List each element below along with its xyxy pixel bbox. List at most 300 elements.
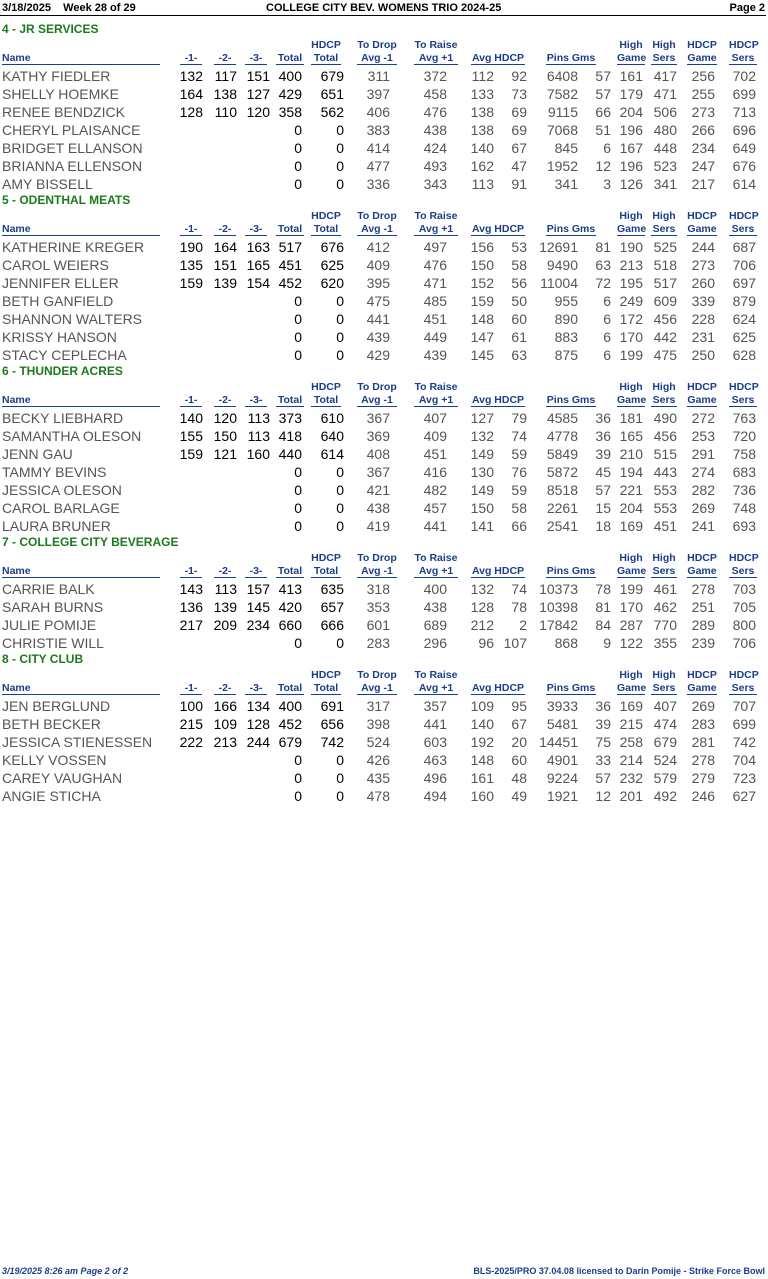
bowler-average: 133 [470, 86, 494, 102]
bowler-total: 358 [278, 104, 302, 120]
bowler-hdcp-total: 657 [320, 599, 344, 615]
bowler-name: BRIDGET ELLANSON [2, 140, 143, 156]
bowler-hdcp-game: 241 [691, 518, 715, 534]
bowler-row [0, 733, 768, 751]
bowler-name: JESSICA OLESON [2, 482, 122, 498]
bowler-total: 413 [278, 581, 302, 597]
bowler-to-raise: 463 [423, 752, 447, 768]
bowler-pins: 1921 [546, 788, 578, 804]
bowler-hdcp-game: 279 [691, 770, 715, 786]
bowler-hdcp-series: 683 [732, 464, 756, 480]
bowler-hdcp-total: 656 [320, 716, 344, 732]
bowler-to-raise: 400 [423, 581, 447, 597]
col-header-to-raise-top: To Raise [414, 669, 458, 681]
bowler-hdcp-game: 231 [691, 329, 715, 345]
bowler-total: 0 [294, 311, 302, 327]
bowler-high-series: 553 [653, 500, 677, 516]
bowler-games: 15 [595, 500, 611, 516]
bowler-hdcp-series: 696 [732, 122, 756, 138]
bowler-game-2: 151 [213, 257, 237, 273]
col-header-high-game: Game [617, 223, 647, 235]
bowler-game-3: 128 [246, 716, 270, 732]
bowler-hdcp-game: 278 [691, 752, 715, 768]
bowler-high-series: 524 [653, 752, 677, 768]
bowler-game-3: 244 [246, 734, 270, 750]
bowler-average: 161 [470, 770, 494, 786]
bowler-total: 0 [294, 329, 302, 345]
bowler-hdcp-series: 693 [732, 518, 756, 534]
col-header-high-sers: Sers [652, 223, 676, 235]
bowler-handicap: 79 [511, 410, 527, 426]
bowler-hdcp-total: 742 [320, 734, 344, 750]
bowler-high-game: 172 [619, 311, 643, 327]
bowler-average: 140 [470, 140, 494, 156]
team-section [0, 364, 768, 535]
bowler-hdcp-game: 282 [691, 482, 715, 498]
bowler-high-game: 201 [619, 788, 643, 804]
col-header-hdcp-total-top: HDCP [311, 381, 341, 393]
col-header-pins-gms: Pins Gms [546, 223, 596, 235]
bowler-name: TAMMY BEVINS [2, 464, 107, 480]
col-header-high-game: Game [617, 394, 647, 406]
col-header-to-drop: Avg -1 [357, 52, 397, 65]
bowler-handicap: 95 [511, 698, 527, 714]
bowler-hdcp-total: 0 [336, 770, 344, 786]
bowler-games: 36 [595, 410, 611, 426]
bowler-handicap: 67 [511, 140, 527, 156]
bowler-game-1: 164 [179, 86, 203, 102]
bowler-hdcp-series: 699 [732, 86, 756, 102]
bowler-hdcp-game: 281 [691, 734, 715, 750]
bowler-total: 0 [294, 500, 302, 516]
bowler-high-game: 161 [619, 68, 643, 84]
bowler-to-drop: 409 [366, 257, 390, 273]
bowler-hdcp-total: 0 [336, 329, 344, 345]
bowler-high-game: 181 [619, 410, 643, 426]
bowler-hdcp-game: 247 [691, 158, 715, 174]
bowler-games: 57 [595, 770, 611, 786]
bowler-game-3: 157 [246, 581, 270, 597]
bowler-hdcp-series: 628 [732, 347, 756, 363]
col-header-high-sers: Sers [652, 682, 676, 694]
bowler-total: 429 [278, 86, 302, 102]
page-number: Page 2 [729, 2, 765, 14]
bowler-hdcp-game: 339 [691, 293, 715, 309]
bowler-name: KATHY FIEDLER [2, 68, 111, 84]
bowler-high-game: 199 [619, 581, 643, 597]
bowler-high-series: 518 [653, 257, 677, 273]
bowler-row [0, 274, 768, 292]
bowler-hdcp-total: 640 [320, 428, 344, 444]
bowler-row [0, 697, 768, 715]
bowler-game-3: 145 [246, 599, 270, 615]
bowler-name: SHANNON WALTERS [2, 311, 143, 327]
col-header-hdcp-sers: Sers [729, 565, 757, 578]
bowler-hdcp-total: 676 [320, 239, 344, 255]
bowler-game-3: 127 [246, 86, 270, 102]
col-header-total: Total [277, 565, 303, 577]
bowler-game-3: 160 [246, 446, 270, 462]
bowler-pins: 875 [554, 347, 578, 363]
col-header-g1: -1- [180, 565, 202, 578]
bowler-to-raise: 439 [423, 347, 447, 363]
team-title: 6 - THUNDER ACRES [2, 364, 123, 378]
bowler-hdcp-total: 666 [320, 617, 344, 633]
bowler-hdcp-game: 256 [691, 68, 715, 84]
bowler-row [0, 238, 768, 256]
bowler-pins: 9490 [546, 257, 578, 273]
col-header-to-raise: Avg +1 [414, 223, 458, 236]
bowler-to-drop: 367 [366, 464, 390, 480]
team-title: 4 - JR SERVICES [2, 22, 99, 36]
bowler-to-drop: 426 [366, 752, 390, 768]
bowler-total: 400 [278, 698, 302, 714]
bowler-game-1: 143 [179, 581, 203, 597]
bowler-handicap: 49 [511, 788, 527, 804]
bowler-high-game: 204 [619, 104, 643, 120]
bowler-total: 0 [294, 122, 302, 138]
header-date-week [2, 2, 136, 14]
bowler-games: 81 [595, 599, 611, 615]
bowler-game-2: 150 [213, 428, 237, 444]
bowler-handicap: 73 [511, 86, 527, 102]
bowler-high-series: 456 [653, 428, 677, 444]
bowler-hdcp-series: 706 [732, 635, 756, 651]
bowler-name: BRIANNA ELLENSON [2, 158, 143, 174]
bowler-hdcp-game: 255 [691, 86, 715, 102]
bowler-average: 113 [471, 176, 494, 192]
bowler-to-drop: 414 [366, 140, 390, 156]
col-header-high-sers-top: High [652, 39, 676, 51]
bowler-hdcp-game: 289 [691, 617, 715, 633]
bowler-pins: 6408 [546, 68, 578, 84]
bowler-row [0, 445, 768, 463]
bowler-games: 63 [595, 257, 611, 273]
bowler-to-drop: 408 [366, 446, 390, 462]
bowler-game-3: 151 [246, 68, 270, 84]
bowler-average: 138 [470, 104, 494, 120]
bowler-hdcp-game: 269 [691, 698, 715, 714]
bowler-games: 6 [603, 329, 611, 345]
bowler-games: 84 [595, 617, 611, 633]
bowler-high-series: 355 [653, 635, 677, 651]
bowler-hdcp-game: 217 [691, 176, 715, 192]
league-title: COLLEGE CITY BEV. WOMENS TRIO 2024-25 [266, 2, 502, 14]
bowler-to-raise: 689 [423, 617, 447, 633]
col-header-high-game: Game [617, 565, 647, 577]
bowler-to-raise: 497 [423, 239, 447, 255]
bowler-to-drop: 367 [366, 410, 390, 426]
bowler-hdcp-series: 705 [732, 599, 756, 615]
bowler-to-raise: 343 [423, 176, 447, 192]
bowler-row [0, 787, 768, 805]
bowler-hdcp-series: 713 [732, 104, 756, 120]
bowler-total: 0 [294, 788, 302, 804]
bowler-high-series: 461 [653, 581, 677, 597]
bowler-handicap: 59 [511, 482, 527, 498]
bowler-to-raise: 458 [423, 86, 447, 102]
bowler-total: 517 [278, 239, 302, 255]
bowler-handicap: 66 [511, 518, 527, 534]
col-header-pins-gms: Pins Gms [546, 682, 596, 694]
col-header-g3: -3- [245, 394, 267, 407]
bowler-high-game: 196 [619, 158, 643, 174]
bowler-to-raise: 482 [423, 482, 447, 498]
bowler-to-drop: 383 [366, 122, 390, 138]
bowler-hdcp-total: 620 [320, 275, 344, 291]
bowler-high-game: 195 [619, 275, 643, 291]
bowler-high-series: 770 [653, 617, 677, 633]
bowler-to-drop: 398 [366, 716, 390, 732]
bowler-total: 0 [294, 464, 302, 480]
bowler-game-1: 132 [179, 68, 203, 84]
bowler-row [0, 310, 768, 328]
bowler-games: 57 [595, 86, 611, 102]
bowler-total: 420 [278, 599, 302, 615]
bowler-name: JEN BERGLUND [2, 698, 111, 714]
bowler-average: 147 [470, 329, 494, 345]
bowler-hdcp-game: 250 [691, 347, 715, 363]
bowler-pins: 5872 [546, 464, 578, 480]
bowler-name: KRISSY HANSON [2, 329, 117, 345]
bowler-hdcp-series: 702 [732, 68, 756, 84]
col-header-hdcp-sers: Sers [729, 394, 757, 407]
col-header-to-drop-top: To Drop [357, 669, 397, 681]
bowler-hdcp-series: 707 [732, 698, 756, 714]
col-header-hdcp-game: Game [687, 394, 717, 406]
column-header-row [0, 550, 768, 580]
bowler-hdcp-total: 651 [320, 86, 344, 102]
col-header-g1: -1- [180, 52, 202, 65]
bowler-average: 148 [470, 752, 494, 768]
bowler-average: 141 [470, 518, 494, 534]
bowler-hdcp-total: 610 [320, 410, 344, 426]
bowler-high-series: 417 [653, 68, 677, 84]
bowler-average: 112 [471, 68, 494, 84]
col-header-total: Total [277, 682, 303, 694]
bowler-game-2: 164 [213, 239, 237, 255]
bowler-game-1: 155 [179, 428, 203, 444]
col-header-to-raise: Avg +1 [414, 682, 458, 695]
bowler-handicap: 61 [511, 329, 527, 345]
column-header-row [0, 667, 768, 697]
bowler-hdcp-total: 0 [336, 176, 344, 192]
bowler-total: 0 [294, 770, 302, 786]
bowler-games: 57 [595, 68, 611, 84]
col-header-high-game-top: High [619, 39, 643, 51]
bowler-to-raise: 493 [423, 158, 447, 174]
bowler-games: 36 [595, 698, 611, 714]
col-header-hdcp-game: Game [687, 223, 717, 235]
bowler-hdcp-series: 706 [732, 257, 756, 273]
bowler-hdcp-total: 0 [336, 500, 344, 516]
bowler-high-game: 210 [619, 446, 643, 462]
col-header-to-raise-top: To Raise [414, 210, 458, 222]
bowler-pins: 4585 [546, 410, 578, 426]
bowler-row [0, 463, 768, 481]
bowler-hdcp-total: 0 [336, 122, 344, 138]
bowler-to-raise: 424 [423, 140, 447, 156]
col-header-avg-hdcp: Avg HDCP [471, 565, 525, 577]
col-header-high-sers-top: High [652, 552, 676, 564]
bowler-to-raise: 476 [423, 257, 447, 273]
bowler-to-raise: 438 [423, 122, 447, 138]
bowler-hdcp-series: 624 [732, 311, 756, 327]
bowler-high-series: 492 [653, 788, 677, 804]
col-header-hdcp-total: Total [311, 565, 341, 578]
bowler-pins: 1952 [546, 158, 578, 174]
column-header-row [0, 37, 768, 67]
bowler-high-series: 448 [653, 140, 677, 156]
bowler-total: 0 [294, 482, 302, 498]
col-header-g2: -2- [214, 52, 236, 65]
bowler-handicap: 74 [511, 428, 527, 444]
bowler-row [0, 481, 768, 499]
bowler-pins: 4901 [546, 752, 578, 768]
col-header-g2: -2- [214, 394, 236, 407]
bowler-to-drop: 353 [366, 599, 390, 615]
col-header-to-raise-top: To Raise [414, 381, 458, 393]
bowler-game-1: 136 [179, 599, 203, 615]
bowler-to-drop: 601 [366, 617, 390, 633]
bowler-high-series: 523 [653, 158, 677, 174]
bowler-hdcp-total: 0 [336, 752, 344, 768]
bowler-hdcp-game: 291 [691, 446, 715, 462]
bowler-handicap: 48 [511, 770, 527, 786]
bowler-to-raise: 449 [423, 329, 447, 345]
bowler-hdcp-game: 239 [691, 635, 715, 651]
bowler-game-2: 110 [214, 104, 237, 120]
col-header-total: Total [277, 394, 303, 406]
bowler-games: 6 [603, 293, 611, 309]
bowler-row [0, 616, 768, 634]
bowler-to-raise: 485 [423, 293, 447, 309]
bowler-pins: 2261 [546, 500, 578, 516]
col-header-name: Name [2, 565, 160, 578]
bowler-game-2: 120 [213, 410, 237, 426]
bowler-row [0, 256, 768, 274]
col-header-hdcp-total-top: HDCP [311, 210, 341, 222]
bowler-name: JENNIFER ELLER [2, 275, 119, 291]
bowler-high-game: 194 [619, 464, 643, 480]
bowler-hdcp-total: 0 [336, 788, 344, 804]
bowler-high-game: 190 [619, 239, 643, 255]
bowler-games: 51 [595, 122, 611, 138]
bowler-total: 452 [278, 275, 302, 291]
bowler-to-drop: 369 [366, 428, 390, 444]
team-title: 5 - ODENTHAL MEATS [2, 193, 131, 207]
col-header-hdcp-total-top: HDCP [311, 39, 341, 51]
bowler-average: 148 [470, 311, 494, 327]
bowler-high-series: 407 [653, 698, 677, 714]
column-header-row [0, 379, 768, 409]
bowler-total: 0 [294, 140, 302, 156]
bowler-high-series: 341 [653, 176, 677, 192]
bowler-to-raise: 451 [423, 311, 447, 327]
bowler-high-series: 515 [653, 446, 677, 462]
bowler-average: 149 [470, 446, 494, 462]
bowler-high-game: 179 [619, 86, 643, 102]
bowler-hdcp-total: 0 [336, 518, 344, 534]
bowler-average: 132 [470, 428, 494, 444]
bowler-to-drop: 429 [366, 347, 390, 363]
bowler-average: 127 [470, 410, 494, 426]
col-header-hdcp-sers-top: HDCP [729, 552, 759, 564]
bowler-pins: 341 [554, 176, 578, 192]
bowler-hdcp-game: 269 [691, 500, 715, 516]
col-header-hdcp-game-top: HDCP [687, 552, 717, 564]
bowler-pins: 9115 [547, 104, 578, 120]
bowler-games: 9 [603, 635, 611, 651]
col-header-high-sers-top: High [652, 669, 676, 681]
bowler-to-drop: 524 [366, 734, 390, 750]
bowler-pins: 9224 [546, 770, 578, 786]
col-header-name: Name [2, 394, 160, 407]
bowler-average: 109 [470, 698, 494, 714]
bowler-high-series: 525 [653, 239, 677, 255]
bowler-high-series: 480 [653, 122, 677, 138]
bowler-to-drop: 438 [366, 500, 390, 516]
bowler-to-raise: 441 [423, 518, 447, 534]
bowler-hdcp-series: 649 [732, 140, 756, 156]
bowler-row [0, 157, 768, 175]
bowler-to-drop: 412 [366, 239, 390, 255]
col-header-high-sers: Sers [652, 394, 676, 406]
bowler-average: 212 [470, 617, 494, 633]
bowler-hdcp-total: 0 [336, 635, 344, 651]
bowler-handicap: 50 [511, 293, 527, 309]
bowler-name: RENEE BENDZICK [2, 104, 125, 120]
bowler-game-1: 190 [179, 239, 203, 255]
bowler-game-1: 159 [179, 275, 203, 291]
team-section [0, 535, 768, 652]
bowler-hdcp-series: 763 [732, 410, 756, 426]
bowler-handicap: 67 [511, 716, 527, 732]
col-header-g1: -1- [180, 682, 202, 695]
bowler-name: CAREY VAUGHAN [2, 770, 123, 786]
bowler-handicap: 92 [511, 68, 527, 84]
bowler-average: 192 [470, 734, 494, 750]
col-header-hdcp-total: Total [311, 52, 341, 65]
bowler-game-1: 128 [179, 104, 203, 120]
bowler-row [0, 409, 768, 427]
bowler-pins: 5481 [546, 716, 578, 732]
bowler-to-raise: 416 [423, 464, 447, 480]
bowler-games: 57 [595, 482, 611, 498]
standings-report [0, 22, 768, 805]
bowler-hdcp-total: 0 [336, 347, 344, 363]
col-header-high-game-top: High [619, 669, 643, 681]
col-header-pins-gms: Pins Gms [546, 52, 596, 64]
bowler-handicap: 78 [511, 599, 527, 615]
bowler-to-raise: 471 [423, 275, 447, 291]
bowler-row [0, 715, 768, 733]
bowler-pins: 955 [554, 293, 578, 309]
bowler-pins: 890 [554, 311, 578, 327]
team-title: 8 - CITY CLUB [2, 652, 84, 666]
bowler-game-3: 163 [246, 239, 270, 255]
bowler-to-drop: 419 [366, 518, 390, 534]
bowler-games: 6 [603, 140, 611, 156]
bowler-high-game: 126 [619, 176, 643, 192]
bowler-games: 75 [595, 734, 611, 750]
bowler-pins: 3933 [546, 698, 578, 714]
bowler-total: 0 [294, 176, 302, 192]
bowler-average: 149 [470, 482, 494, 498]
bowler-game-3: 165 [246, 257, 270, 273]
bowler-hdcp-series: 748 [732, 500, 756, 516]
bowler-handicap: 59 [511, 446, 527, 462]
